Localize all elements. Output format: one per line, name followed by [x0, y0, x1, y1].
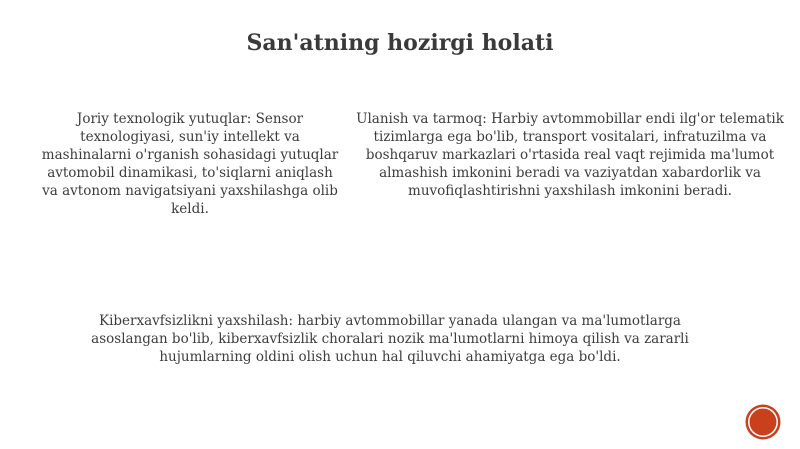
paragraph-cybersecurity: Kiberxavfsizlikni yaxshilash: harbiy avtommobillar yanada ulangan va ma'lumotlarga asoslangan bo'lib, kiberxavfsizlik choralari nozik ma'lumotlarni himoya qilish va zararli hujumlarning oldini olish uchun hal qiluvchi ahamiyatga ega bo'ldi.: [91, 313, 689, 365]
next-slide-button[interactable]: [748, 407, 778, 437]
slide-title: San'atning hozirgi holati: [246, 30, 554, 56]
paragraph-technological-advances: Joriy texnologik yutuqlar: Sensor texnologiyasi, sun'iy intellekt va mashinalarni o'rganish sohasidagi yutuqlar avtomobil dinamikasi, to'siqlarni aniqlash va avtonom navigatsiyani yaxshilashga olib keldi.: [41, 111, 339, 217]
paragraph-connectivity-networking: Ulanish va tarmoq: Harbiy avtommobillar endi ilg'or telematik tizimlarga ega bo'lib, transport vositalari, infratuzilma va boshqaruv markazlari o'rtasida real vaqt rejimida ma'lumot almashish imkonini beradi va vaziyatdan xabardorlik va muvofiqlashtirishni yaxshilash imkonini beradi.: [356, 111, 784, 199]
